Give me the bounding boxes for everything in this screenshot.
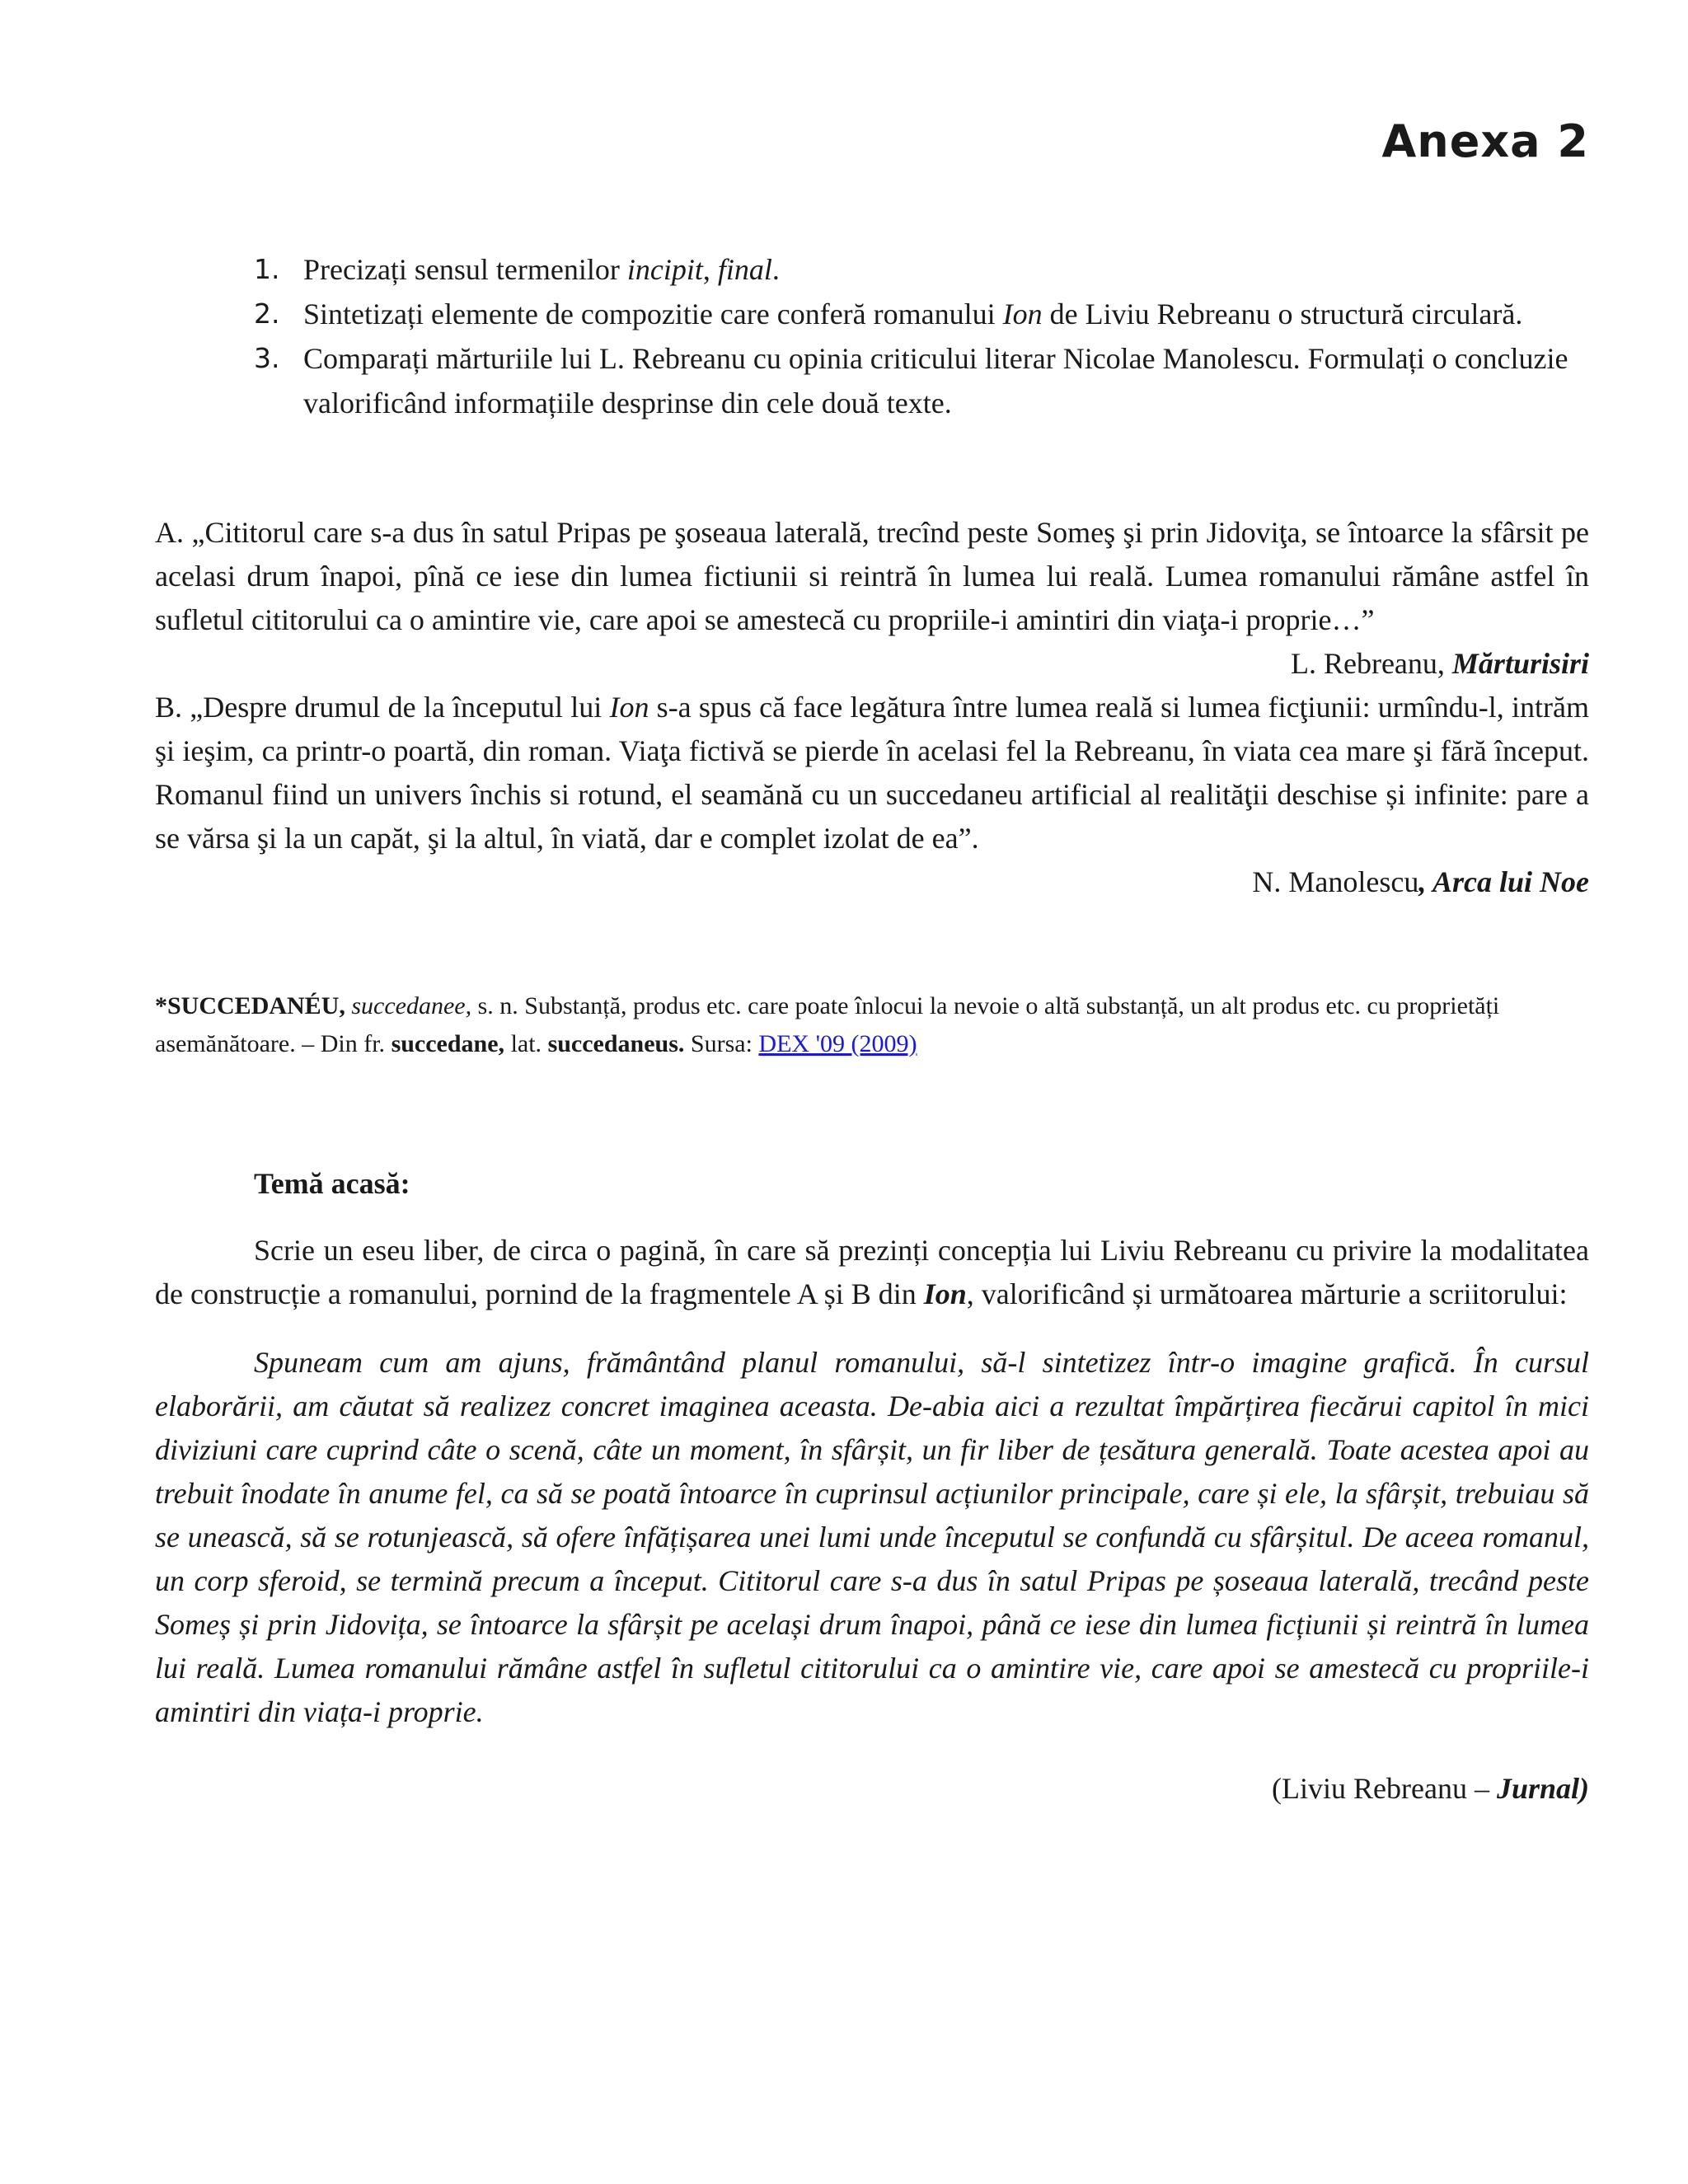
homework-quote: Spuneam cum am ajuns, frământând planul romanului, să-l sintetizez într-o imagine grafică. În cursul elaborării, am căutat să realizez concret imaginea aceasta. De-abia aici a rezultat împărțirea fiecărui capitol în mici diviziuni care cuprind câte o scenă, câte un moment, în sfârșit, un fir liber de țesătura generală. Toate acestea apoi au trebuit înodate în anume fel, ca să se poată întoarce în cuprinsul acțiunilor principale, care și ele, la sfârșit, trebuiau să se unească, să se rotunjească, să ofere înfățișarea unei lumi unde începutul se confundă cu sfârșitul. De aceea romanul, un corp sferoid, se termină precum a început. Cititorul care s-a dus în satul Pripas pe șoseaua laterală, trecând peste Someș și prin Jidovița, se întoarce la sfârșit pe același drum înapoi, până ce iese din lumea ficțiunii și reintră în lumea lui reală. Lumea romanului rămâne astfel în sufletul cititorului ca o amintire vie, care apoi se amestecă cu propriile-i amintiri din viața-i proprie.	[155, 1346, 1589, 1728]
homework-quote-source	[155, 1767, 1589, 1811]
attribution-source: , Arca lui Noe	[1418, 865, 1589, 898]
question-text: Comparați mărturiile lui L. Rebreanu cu opinia criticului literar Nicolae Manolescu. Formulați o concluzie valorificând informațiile desprinse din cele două texte.	[303, 342, 1568, 419]
quote-a-attribution	[155, 642, 1589, 686]
quote-b-attribution	[155, 860, 1589, 904]
homework-text: , valorificând și următoarea mărturie a scriitorului:	[966, 1277, 1568, 1310]
source-title: Jurnal)	[1496, 1772, 1589, 1805]
definition-body: s. n. Substanță, produs etc. care poate înlocui la nevoie o altă substanță, un alt produs etc. cu proprietăți asemănătoare. – Din fr.	[155, 992, 1500, 1057]
question-text: ,	[702, 253, 718, 286]
list-item	[155, 336, 1589, 425]
definition-source-label: Sursa:	[684, 1030, 759, 1057]
list-number: 3.	[254, 342, 280, 374]
question-text: .	[771, 253, 780, 286]
work-title: Ion	[609, 691, 649, 724]
quotes-section	[155, 511, 1589, 904]
list-number: 1.	[254, 253, 280, 285]
definition-etymology: succedane,	[391, 1030, 505, 1057]
attribution-author: L. Rebreanu,	[1290, 647, 1452, 680]
dex-source-link[interactable]: DEX '09 (2009)	[758, 1030, 917, 1057]
question-text: de Liviu Rebreanu o structură circulară.	[1042, 298, 1523, 330]
homework-text: Scrie un eseu liber, de circa o pagină, în care să prezinți concepția lui Liviu Rebreanu cu privire la modalitatea de construcție a romanului, pornind de la fragmentele A și B din	[155, 1234, 1589, 1310]
definition-body: lat.	[504, 1030, 548, 1057]
work-title: Ion	[923, 1277, 967, 1310]
quote-a: A. „Cititorul care s-a dus în satul Pripas pe şoseaua laterală, trecînd peste Someş şi prin Jidoviţa, se întoarce la sfârsit pe acelasi drum înapoi, pînă ce iese din lumea fictiunii si reintră în lumea lui reală. Lumea romanului rămâne astfel în sufletul cititorului ca o amintire vie, care apoi se amestecă cu propriile-i amintiri din viaţa-i proprie…”	[155, 516, 1589, 636]
dictionary-definition	[155, 987, 1589, 1063]
attribution-author: N. Manolescu	[1252, 865, 1419, 898]
quote-text: s-a spus că face legătura între lumea reală si lumea ficţiunii: urmîndu-l, intrăm şi ieşim, ca printr-o poartă, din roman. Viaţa fictivă se pierde în acelasi fel la Rebreanu, în viata cea mare şi fără început. Romanul fiind un univers închis si rotund, el seamănă cu un succedaneu artificial al realităţii deschise și infinite: pare a se vărsa şi la un capăt, şi la altul, în viată, dar e complet izolat de ea”.	[155, 691, 1589, 855]
homework-title: Temă acasă:	[254, 1167, 410, 1200]
question-list	[155, 247, 1589, 425]
question-term: incipit	[626, 253, 703, 286]
definition-variant: succedanee,	[351, 992, 472, 1019]
quote-text: B. „Despre drumul de la începutul lui	[155, 691, 610, 724]
quote-b	[155, 686, 1589, 860]
attribution-source: Mărturisiri	[1451, 647, 1589, 680]
question-term: final	[717, 253, 772, 286]
definition-headword: *SUCCEDANÉU,	[155, 992, 352, 1019]
question-text: Sintetizați elemente de compozitie care conferă romanului	[303, 298, 1003, 330]
definition-etymology: succedaneus.	[547, 1030, 685, 1057]
list-item	[155, 247, 1589, 292]
page-title: Anexa 2	[1381, 115, 1589, 167]
list-number: 2.	[254, 298, 280, 330]
homework-section	[155, 1162, 1589, 1811]
source-author: (Liviu Rebreanu –	[1272, 1772, 1497, 1805]
question-text: Precizați sensul termenilor	[303, 253, 627, 286]
list-item	[155, 292, 1589, 336]
homework-instructions	[155, 1229, 1589, 1316]
work-title: Ion	[1002, 298, 1043, 330]
